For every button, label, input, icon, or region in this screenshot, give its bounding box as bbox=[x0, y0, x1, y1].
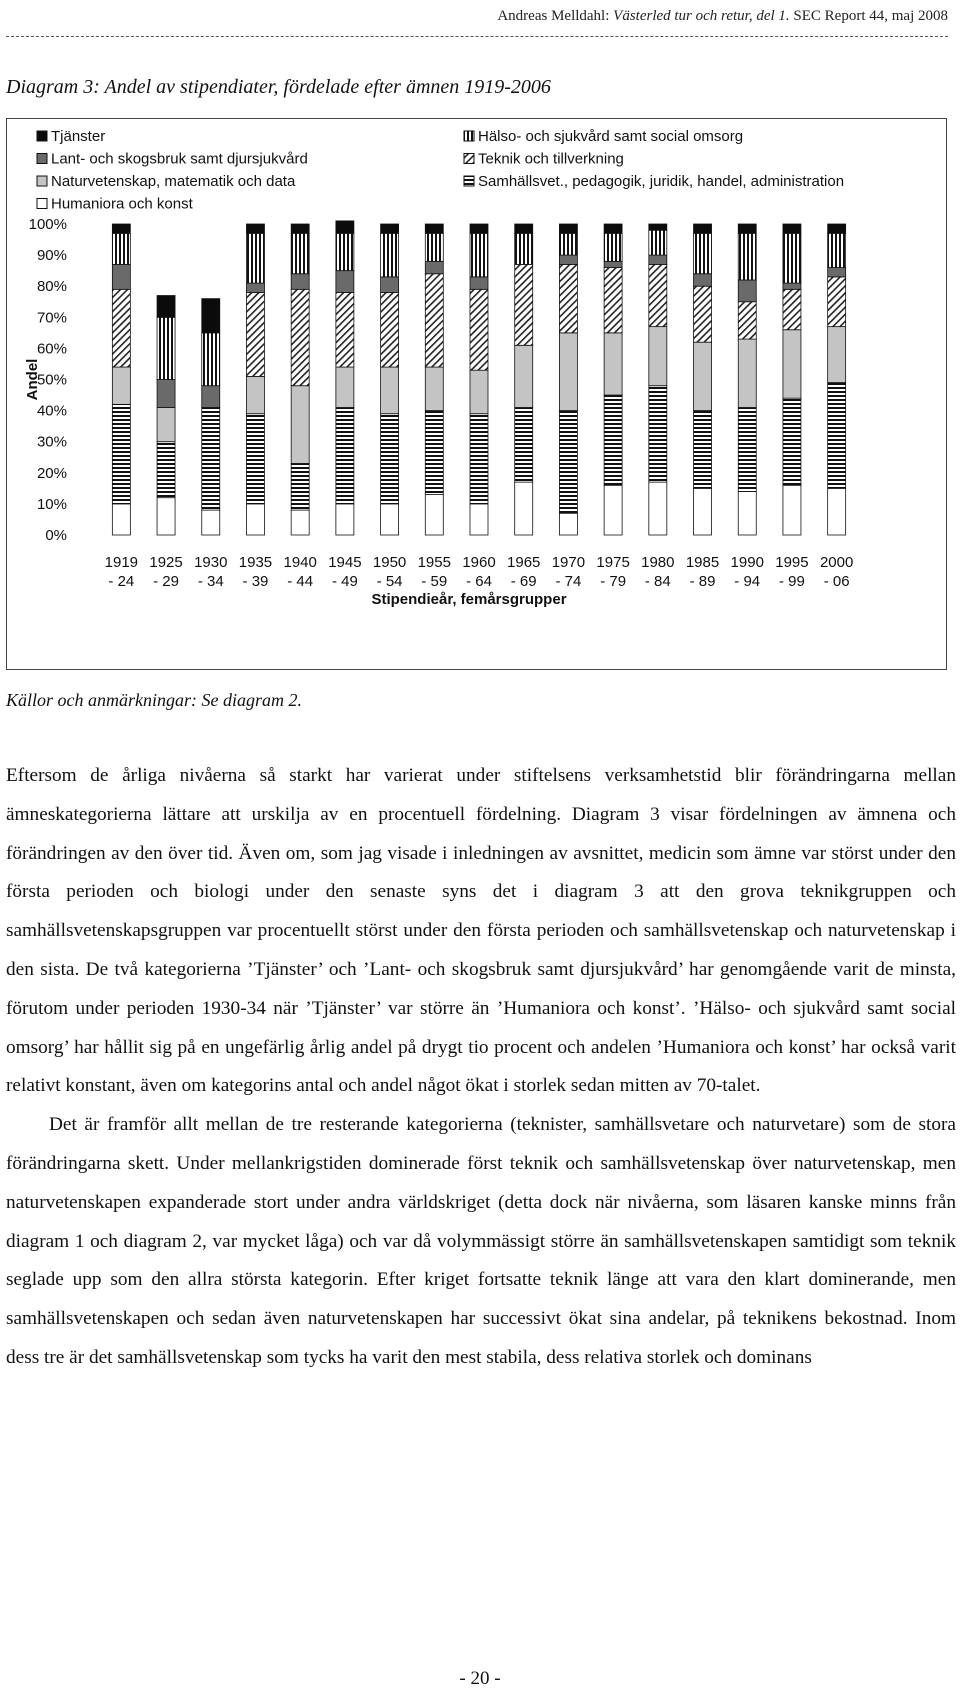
x-axis-label: Stipendieår, femårsgrupper bbox=[371, 591, 567, 608]
y-tick-label-6: 60% bbox=[36, 340, 67, 358]
bar-segment-7-5 bbox=[425, 233, 443, 261]
bar-segment-11-0 bbox=[604, 485, 622, 535]
bar-segment-12-2 bbox=[649, 327, 667, 386]
x-tick-label-10-bottom: - 74 bbox=[555, 573, 582, 590]
bar-segment-4-0 bbox=[291, 510, 309, 535]
header-report: SEC Report 44, maj 2008 bbox=[793, 8, 948, 24]
bar-segment-8-1 bbox=[470, 414, 488, 504]
bar-segment-7-4 bbox=[425, 261, 443, 273]
bar-segment-4-5 bbox=[291, 233, 309, 273]
bar-segment-15-0 bbox=[783, 485, 801, 535]
bar-segment-2-4 bbox=[202, 386, 220, 408]
x-tick-label-11-top: 1975 bbox=[596, 554, 630, 571]
bar-segment-9-0 bbox=[515, 482, 533, 535]
y-tick-label-9: 90% bbox=[36, 247, 67, 265]
bar-segment-12-1 bbox=[649, 386, 667, 482]
bar-segment-13-1 bbox=[694, 411, 712, 489]
legend-label-1-1: Teknik och tillverkning bbox=[478, 150, 624, 168]
y-tick-label-5: 50% bbox=[36, 371, 67, 389]
header-rule bbox=[6, 36, 948, 37]
bar-segment-1-2 bbox=[157, 407, 175, 441]
bar-segment-6-5 bbox=[381, 233, 399, 277]
bar-segment-4-6 bbox=[291, 224, 309, 233]
bar-segment-3-3 bbox=[246, 292, 264, 376]
x-tick-label-3-bottom: - 39 bbox=[242, 573, 269, 590]
x-tick-label-5-bottom: - 49 bbox=[331, 573, 358, 590]
x-tick-label-12-bottom: - 84 bbox=[644, 573, 671, 590]
bar-segment-1-0 bbox=[157, 498, 175, 535]
bar-segment-15-3 bbox=[783, 289, 801, 329]
bar-segment-5-3 bbox=[336, 292, 354, 367]
legend-swatch-0-0 bbox=[37, 131, 47, 141]
x-tick-label-16-top: 2000 bbox=[819, 554, 854, 571]
x-tick-label-13-bottom: - 89 bbox=[689, 573, 716, 590]
x-tick-label-14-top: 1990 bbox=[730, 554, 764, 571]
bar-segment-16-4 bbox=[828, 268, 846, 277]
bar-segment-8-5 bbox=[470, 233, 488, 277]
x-tick-label-4-top: 1940 bbox=[283, 554, 317, 571]
bar-segment-11-4 bbox=[604, 261, 622, 267]
bar-segment-14-5 bbox=[738, 233, 756, 280]
bar-segment-8-2 bbox=[470, 370, 488, 414]
bar-segment-10-1 bbox=[559, 411, 577, 514]
x-tick-label-15-bottom: - 99 bbox=[779, 573, 805, 590]
header-author: Andreas Melldahl: bbox=[497, 8, 610, 24]
bar-segment-0-3 bbox=[112, 289, 130, 367]
bar-segment-11-2 bbox=[604, 333, 622, 395]
bar-segment-0-6 bbox=[112, 224, 130, 233]
bar-segment-5-6 bbox=[336, 221, 354, 233]
bar-segment-6-1 bbox=[381, 414, 399, 504]
bar-segment-16-1 bbox=[828, 383, 846, 489]
bar-segment-15-1 bbox=[783, 398, 801, 485]
x-tick-label-4-bottom: - 44 bbox=[287, 573, 314, 590]
bar-segment-5-1 bbox=[336, 407, 354, 503]
bar-segment-2-6 bbox=[202, 299, 220, 333]
legend-swatch-1-0 bbox=[464, 131, 474, 141]
x-tick-label-2-bottom: - 34 bbox=[197, 573, 224, 590]
bar-segment-13-0 bbox=[694, 488, 712, 535]
bar-segment-12-6 bbox=[649, 224, 667, 230]
bar-segment-9-3 bbox=[515, 264, 533, 345]
bar-segment-15-6 bbox=[783, 224, 801, 233]
bar-segment-8-0 bbox=[470, 504, 488, 535]
x-tick-label-10-top: 1970 bbox=[551, 554, 586, 571]
bar-segment-10-4 bbox=[559, 255, 577, 264]
bar-segment-6-4 bbox=[381, 277, 399, 293]
x-tick-label-1-bottom: - 29 bbox=[153, 573, 179, 590]
bar-segment-12-5 bbox=[649, 230, 667, 255]
y-tick-label-0: 0% bbox=[45, 527, 67, 544]
bar-segment-4-2 bbox=[291, 386, 309, 464]
bar-segment-8-3 bbox=[470, 289, 488, 370]
x-tick-label-5-top: 1945 bbox=[328, 554, 362, 571]
bar-segment-12-0 bbox=[649, 482, 667, 535]
bar-segment-3-0 bbox=[246, 504, 264, 535]
bar-segment-13-5 bbox=[694, 233, 712, 273]
bar-segment-8-6 bbox=[470, 224, 488, 233]
paragraph-2: Det är framför allt mellan de tre resterande kategorierna (teknister, samhällsvetare och naturvetare) som de stora förändringarna skett. Under mellankrigstiden dominerade först teknik och samhällsvetenskap över naturvetenskap, men naturvetenskapen expanderade stort under andra världskriget (detta dock när nivåerna, som läsaren kanske minns från diagram 1 och diagram 2, var mycket låga) och var då volymmässigt större än samhällsvetenskapen samtidigt som teknik seglade upp som den allra största kategorin. Efter kriget fortsatte teknik länge att vara den klart dominerande, men samhällsvetenskapen och sedan även naturvetenskapen har successivt ökat sina andelar, på teknikens bekostnad. Inom dess tre är det samhällsvetenskap som tycks ha varit den mest stabila, dess relativa storlek och dominans bbox=[6, 1114, 956, 1368]
bar-segment-16-2 bbox=[828, 327, 846, 383]
x-tick-label-11-bottom: - 79 bbox=[600, 573, 627, 590]
y-tick-label-4: 40% bbox=[36, 402, 67, 420]
bar-segment-12-3 bbox=[649, 264, 667, 326]
legend-label-0-2: Naturvetenskap, matematik och data bbox=[51, 173, 296, 190]
legend-label-0-3: Humaniora och konst bbox=[51, 195, 193, 213]
bar-segment-7-3 bbox=[425, 274, 443, 367]
bar-segment-14-2 bbox=[738, 339, 756, 407]
bar-segment-3-6 bbox=[246, 224, 264, 233]
bar-segment-11-1 bbox=[604, 395, 622, 485]
bar-segment-1-6 bbox=[157, 296, 175, 318]
x-tick-label-2-top: 1930 bbox=[194, 554, 228, 571]
legend-label-1-2: Samhällsvet., pedagogik, juridik, handel, administration bbox=[478, 173, 845, 190]
body-text bbox=[6, 757, 956, 1378]
bar-segment-15-5 bbox=[783, 233, 801, 283]
bar-segment-0-0 bbox=[112, 504, 130, 535]
bar-segment-0-2 bbox=[112, 367, 130, 404]
bar-segment-5-4 bbox=[336, 271, 354, 293]
bar-segment-7-2 bbox=[425, 367, 443, 411]
bar-segment-2-5 bbox=[202, 333, 220, 386]
legend-swatch-0-1 bbox=[37, 154, 47, 164]
bar-segment-9-1 bbox=[515, 407, 533, 482]
bar-segment-9-2 bbox=[515, 345, 533, 407]
source-note: Källor och anmärkningar: Se diagram 2. bbox=[6, 690, 302, 710]
y-axis-label: Andel bbox=[24, 358, 41, 401]
bar-segment-3-2 bbox=[246, 376, 264, 413]
bar-segment-6-2 bbox=[381, 367, 399, 414]
x-tick-label-1-top: 1925 bbox=[149, 554, 183, 571]
x-tick-label-9-top: 1965 bbox=[507, 554, 541, 571]
y-tick-label-10: 100% bbox=[28, 216, 67, 233]
y-tick-label-7: 70% bbox=[36, 309, 67, 327]
y-tick-label-1: 10% bbox=[36, 495, 67, 513]
x-tick-label-8-bottom: - 64 bbox=[466, 573, 492, 590]
bar-segment-14-0 bbox=[738, 491, 756, 535]
bar-segment-7-0 bbox=[425, 495, 443, 535]
x-tick-label-0-bottom: - 24 bbox=[108, 573, 135, 590]
x-tick-label-0-top: 1919 bbox=[104, 554, 139, 571]
bar-segment-1-4 bbox=[157, 380, 175, 408]
bar-segment-16-5 bbox=[828, 233, 846, 267]
bar-segment-10-5 bbox=[559, 233, 577, 255]
legend-label-0-0: Tjänster bbox=[51, 128, 106, 145]
bar-segment-4-3 bbox=[291, 289, 309, 385]
x-tick-label-12-top: 1980 bbox=[641, 554, 675, 571]
bar-segment-16-3 bbox=[828, 277, 846, 327]
bar-segment-5-2 bbox=[336, 367, 354, 407]
bar-segment-9-6 bbox=[515, 224, 533, 233]
legend-swatch-0-3 bbox=[37, 199, 47, 209]
bar-segment-12-4 bbox=[649, 255, 667, 264]
bar-segment-10-2 bbox=[559, 333, 577, 411]
bar-segment-1-1 bbox=[157, 442, 175, 498]
chart-frame bbox=[6, 118, 947, 670]
bar-segment-4-1 bbox=[291, 463, 309, 510]
bar-segment-10-0 bbox=[559, 513, 577, 535]
bar-segment-2-0 bbox=[202, 510, 220, 535]
bar-segment-5-0 bbox=[336, 504, 354, 535]
bar-segment-14-1 bbox=[738, 407, 756, 491]
x-tick-label-6-bottom: - 54 bbox=[376, 573, 403, 590]
bar-segment-13-2 bbox=[694, 342, 712, 410]
x-tick-label-7-bottom: - 59 bbox=[421, 573, 448, 590]
bar-segment-11-6 bbox=[604, 224, 622, 233]
x-tick-label-14-bottom: - 94 bbox=[734, 573, 761, 590]
bar-segment-3-1 bbox=[246, 414, 264, 504]
legend-swatch-1-1 bbox=[464, 154, 474, 164]
bar-segment-7-6 bbox=[425, 224, 443, 233]
x-tick-label-9-bottom: - 69 bbox=[510, 573, 537, 590]
bar-segment-14-4 bbox=[738, 280, 756, 302]
bar-segment-0-4 bbox=[112, 264, 130, 289]
bar-segment-3-5 bbox=[246, 233, 264, 283]
legend-swatch-1-2 bbox=[464, 176, 474, 186]
bar-segment-10-6 bbox=[559, 224, 577, 233]
bar-segment-9-5 bbox=[515, 233, 533, 264]
figure-title: Diagram 3: Andel av stipendiater, fördelade efter ämnen 1919-2006 bbox=[6, 76, 551, 98]
bar-segment-6-3 bbox=[381, 292, 399, 367]
bar-segment-16-6 bbox=[828, 224, 846, 233]
bar-segment-8-4 bbox=[470, 277, 488, 289]
legend-label-1-0: Hälso- och sjukvård samt social omsorg bbox=[478, 128, 744, 145]
bar-segment-15-4 bbox=[783, 283, 801, 289]
bar-segment-1-5 bbox=[157, 317, 175, 379]
x-tick-label-7-top: 1955 bbox=[417, 554, 451, 571]
bar-segment-7-1 bbox=[425, 411, 443, 495]
bar-segment-3-4 bbox=[246, 283, 264, 292]
x-tick-label-3-top: 1935 bbox=[238, 554, 273, 571]
bar-segment-14-3 bbox=[738, 302, 756, 339]
legend-label-0-1: Lant- och skogsbruk samt djursjukvård bbox=[51, 150, 308, 168]
y-tick-label-8: 80% bbox=[36, 278, 67, 296]
bar-segment-13-3 bbox=[694, 286, 712, 342]
stacked-bar-chart bbox=[7, 119, 946, 669]
bar-segment-10-3 bbox=[559, 264, 577, 332]
bar-segment-6-0 bbox=[381, 504, 399, 535]
y-tick-label-2: 20% bbox=[36, 464, 67, 482]
bar-segment-16-0 bbox=[828, 488, 846, 535]
bar-segment-11-3 bbox=[604, 268, 622, 333]
bar-segment-14-6 bbox=[738, 224, 756, 233]
page-number: - 20 - bbox=[459, 1668, 501, 1689]
header-title: Västerled tur och retur, del 1. bbox=[613, 8, 790, 24]
bar-segment-0-5 bbox=[112, 233, 130, 264]
bar-segment-4-4 bbox=[291, 274, 309, 290]
x-tick-label-13-top: 1985 bbox=[685, 554, 720, 571]
bar-segment-15-2 bbox=[783, 330, 801, 398]
paragraph-1: Eftersom de årliga nivåerna så starkt har varierat under stiftelsens verksamhetstid blir förändringarna mellan ämneskategorierna lättare att urskilja av en procentuell fördelning. Diagram 3 visar fördelningen av ämnena och förändringen av den över tid. Även om, som jag visade i inledningen av avsnittet, medicin som ämne var störst under den första perioden och biologi under den senaste syns det i diagram 3 att den grova teknikgruppen och samhällsvetenskapsgruppen var procentuellt störst under den första perioden och samhällsvetenskap och naturvetenskap i den sista. De två kategorierna ’Tjänster’ och ’Lant- och skogsbruk samt djursjukvård’ har genomgående varit de minsta, förutom under perioden 1930-34 när ’Tjänster’ var större än ’Humaniora och konst’. ’Hälso- och sjukvård samt social omsorg’ har hållit sig på en ungefärlig årlig andel på drygt tio procent och andelen ’Humaniora och konst’ har också varit relativt konstant, även om kategorins antal och andel något ökat i storlek sedan mitten av 70-talet. bbox=[6, 765, 956, 1097]
y-tick-label-3: 30% bbox=[36, 433, 67, 451]
x-tick-label-16-bottom: - 06 bbox=[823, 573, 850, 590]
bar-segment-2-1 bbox=[202, 407, 220, 510]
x-tick-label-15-top: 1995 bbox=[775, 554, 809, 571]
x-tick-label-6-top: 1950 bbox=[372, 554, 407, 571]
bar-segment-6-6 bbox=[381, 224, 399, 233]
x-tick-label-8-top: 1960 bbox=[462, 554, 496, 571]
bar-segment-13-4 bbox=[694, 274, 712, 286]
bar-segment-13-6 bbox=[694, 224, 712, 233]
bar-segment-0-1 bbox=[112, 404, 130, 504]
bar-segment-5-5 bbox=[336, 233, 354, 270]
bar-segment-11-5 bbox=[604, 233, 622, 261]
legend-swatch-0-2 bbox=[37, 176, 47, 186]
